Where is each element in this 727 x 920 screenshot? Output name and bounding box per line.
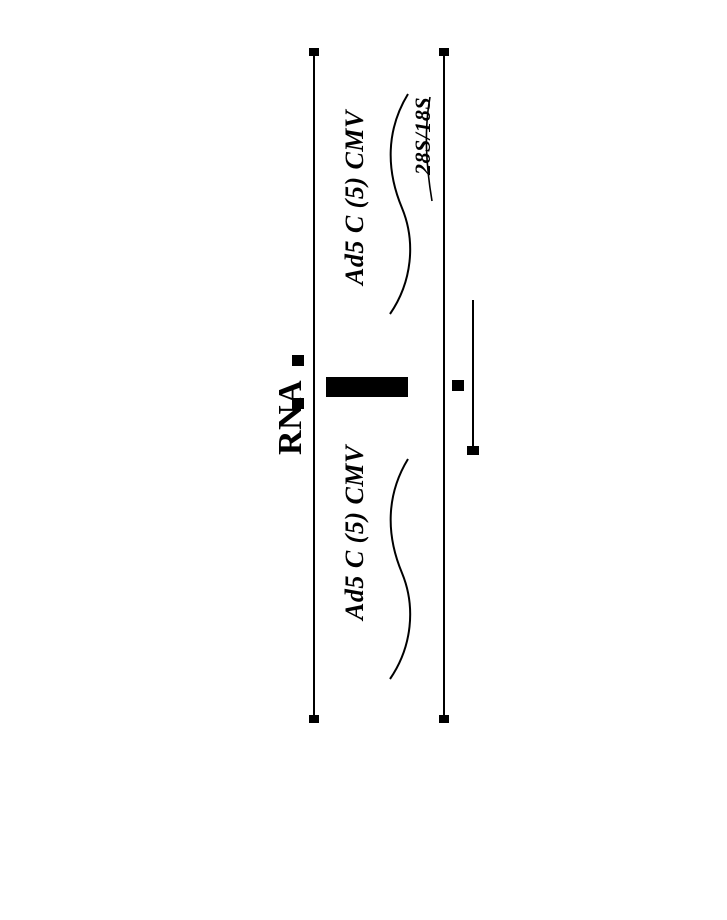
lane-brace-bottom — [368, 455, 438, 685]
tick-marker-right — [467, 446, 479, 455]
tick-frame-top-right — [439, 48, 449, 56]
gel-frame-left-rule — [313, 50, 315, 722]
scale-bar — [472, 300, 474, 450]
rna-band — [326, 377, 408, 397]
size-marker-label: 28S/18S — [410, 96, 435, 175]
lane-label-bottom: Ad5 C (5) CMV — [340, 445, 369, 620]
tick-frame-top-left — [309, 48, 319, 56]
tick-upper-left — [292, 355, 304, 366]
size-marker-leader-line — [418, 95, 448, 205]
tick-frame-bottom-right — [439, 715, 449, 723]
figure-title: RNA — [272, 379, 309, 455]
lane-label-top: Ad5 C (5) CMV — [340, 110, 369, 285]
tick-marker-left — [452, 380, 464, 391]
tick-frame-bottom-left — [309, 715, 319, 723]
